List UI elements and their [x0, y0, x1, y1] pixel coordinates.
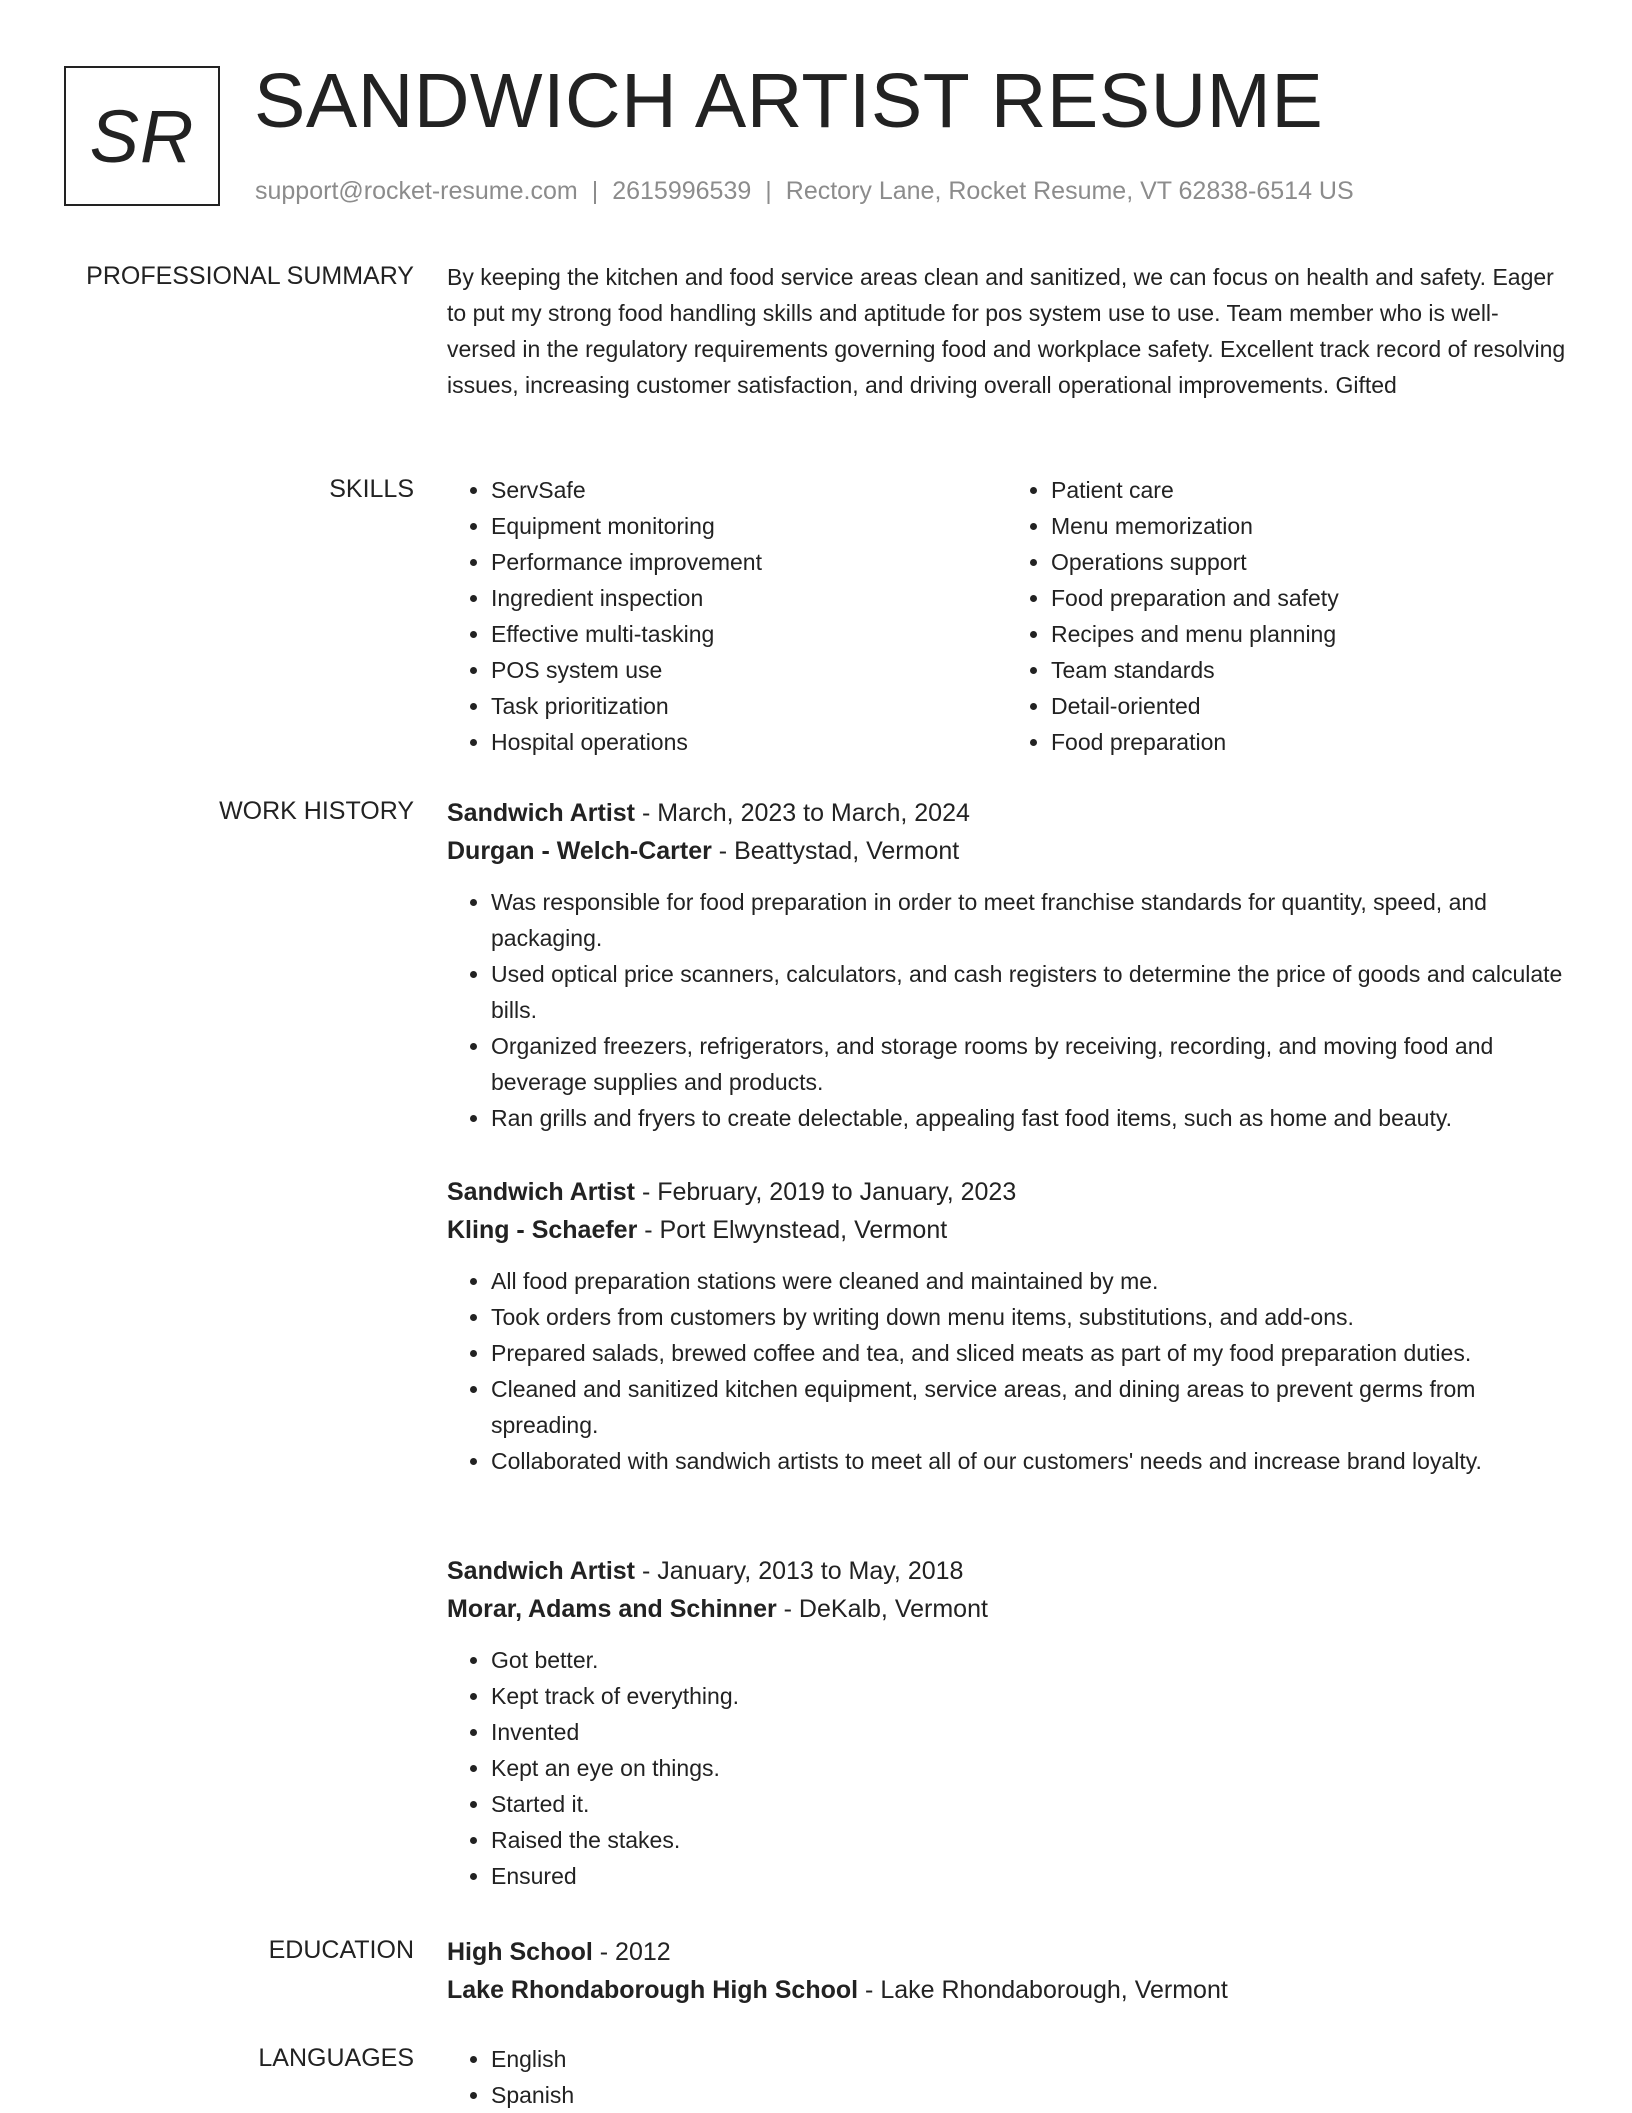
contact-phone: 2615996539: [612, 177, 752, 205]
contact-email: support@rocket-resume.com: [255, 177, 578, 205]
job-bullets: [447, 1263, 1567, 1479]
education-degree: High School: [447, 1938, 593, 1966]
education-school: Lake Rhondaborough High School: [447, 1976, 859, 2004]
language-item: • English: [491, 2041, 1567, 2077]
language-item: • Spanish: [491, 2077, 1567, 2113]
education-location: - Lake Rhondaborough, Vermont: [858, 1976, 1228, 2004]
summary-label: PROFESSIONAL SUMMARY: [86, 262, 414, 290]
job-title-line: [447, 794, 1567, 832]
job-title-line: [447, 1173, 1567, 1211]
skill-item: • Ingredient inspection: [491, 580, 1007, 616]
job-title: Sandwich Artist: [447, 1557, 635, 1585]
job-company: Durgan - Welch-Carter: [447, 837, 712, 865]
skill-item: • Recipes and menu planning: [1051, 616, 1567, 652]
summary-content: [447, 259, 1567, 403]
monogram-logo: SR: [64, 66, 220, 206]
summary-text: By keeping the kitchen and food service areas clean and sanitized, we can focus on health and safety. Eager to put my strong food handling skills and aptitude for pos system use to use. Team member who is well-versed in the regulatory requirements governing food and workplace safety. Excellent track record of resolving issues, increasing customer satisfaction, and driving overall operational improvements. Gifted: [447, 264, 1566, 398]
job-location: - Beattystad, Vermont: [711, 837, 960, 865]
job-title-line: [447, 1552, 1567, 1590]
skills-list-right: [1007, 472, 1567, 760]
job-location: - DeKalb, Vermont: [776, 1595, 988, 1623]
skill-item: • Menu memorization: [1051, 508, 1567, 544]
job-bullet: • Took orders from customers by writing down menu items, substitutions, and add-ons.: [491, 1299, 1567, 1335]
job-dates: - March, 2023 to March, 2024: [635, 799, 970, 827]
skill-item: • Team standards: [1051, 652, 1567, 688]
skills-content: [447, 472, 1567, 760]
contact-separator: |: [591, 177, 599, 205]
job-bullet: • Organized freezers, refrigerators, and storage rooms by receiving, recording, and moving food and beverage supplies and products.: [491, 1028, 1567, 1100]
skills-list-left: [447, 472, 1007, 760]
job-bullet: • Got better.: [491, 1642, 1567, 1678]
job-bullet: • Used optical price scanners, calculators, and cash registers to determine the price of goods and calculate bills.: [491, 956, 1567, 1028]
job-location: - Port Elwynstead, Vermont: [637, 1216, 948, 1244]
skill-item: • Effective multi-tasking: [491, 616, 1007, 652]
job-title: Sandwich Artist: [447, 799, 635, 827]
job-bullet: • Ensured: [491, 1858, 1567, 1894]
job-bullets: [447, 1642, 1567, 1894]
job-bullets: [447, 884, 1567, 1136]
job-bullet: • Cleaned and sanitized kitchen equipment, service areas, and dining areas to prevent germs from spreading.: [491, 1371, 1567, 1443]
job-company-line: [447, 832, 1567, 870]
contact-line: [255, 174, 1354, 208]
work-history-label: WORK HISTORY: [219, 797, 414, 825]
skill-item: • Operations support: [1051, 544, 1567, 580]
job-bullet: • Kept an eye on things.: [491, 1750, 1567, 1786]
job-company-line: [447, 1590, 1567, 1628]
job-dates: - January, 2013 to May, 2018: [635, 1557, 964, 1585]
skill-item: • Food preparation: [1051, 724, 1567, 760]
job-bullet: • Raised the stakes.: [491, 1822, 1567, 1858]
languages-content: [447, 2041, 1567, 2113]
job-company: Morar, Adams and Schinner: [447, 1595, 777, 1623]
job-bullet: • Prepared salads, brewed coffee and tea, and sliced meats as part of my food preparation duties.: [491, 1335, 1567, 1371]
skill-item: • Detail-oriented: [1051, 688, 1567, 724]
skill-item: • POS system use: [491, 652, 1007, 688]
languages-label: LANGUAGES: [258, 2044, 414, 2072]
skills-label: SKILLS: [329, 475, 414, 503]
job-dates: - February, 2019 to January, 2023: [635, 1178, 1017, 1206]
job-bullet: • Was responsible for food preparation in order to meet franchise standards for quantity, speed, and packaging.: [491, 884, 1567, 956]
job-bullet: • Kept track of everything.: [491, 1678, 1567, 1714]
job-company: Kling - Schaefer: [447, 1216, 638, 1244]
resume-title: SANDWICH ARTIST RESUME: [254, 58, 1324, 144]
skill-item: • Patient care: [1051, 472, 1567, 508]
job-bullet: • Ran grills and fryers to create delectable, appealing fast food items, such as home and beauty.: [491, 1100, 1567, 1136]
education-label: EDUCATION: [268, 1936, 414, 1964]
job-title: Sandwich Artist: [447, 1178, 635, 1206]
skill-item: • Equipment monitoring: [491, 508, 1007, 544]
education-school-line: [447, 1971, 1567, 2009]
job-bullet: • All food preparation stations were cleaned and maintained by me.: [491, 1263, 1567, 1299]
job-company-line: [447, 1211, 1567, 1249]
skill-item: • Performance improvement: [491, 544, 1007, 580]
skill-item: • Food preparation and safety: [1051, 580, 1567, 616]
education-degree-line: [447, 1933, 1567, 1971]
job-bullet: • Collaborated with sandwich artists to meet all of our customers' needs and increase brand loyalty.: [491, 1443, 1567, 1479]
education-year: - 2012: [592, 1938, 671, 1966]
languages-list: [447, 2041, 1567, 2113]
contact-separator: |: [765, 177, 772, 205]
job-bullet: • Started it.: [491, 1786, 1567, 1822]
skill-item: • Hospital operations: [491, 724, 1007, 760]
skill-item: • Task prioritization: [491, 688, 1007, 724]
contact-address: Rectory Lane, Rocket Resume, VT 62838-6514 US: [785, 177, 1354, 205]
education-content: [447, 1933, 1567, 2023]
job-bullet: • Invented: [491, 1714, 1567, 1750]
skill-item: • ServSafe: [491, 472, 1007, 508]
